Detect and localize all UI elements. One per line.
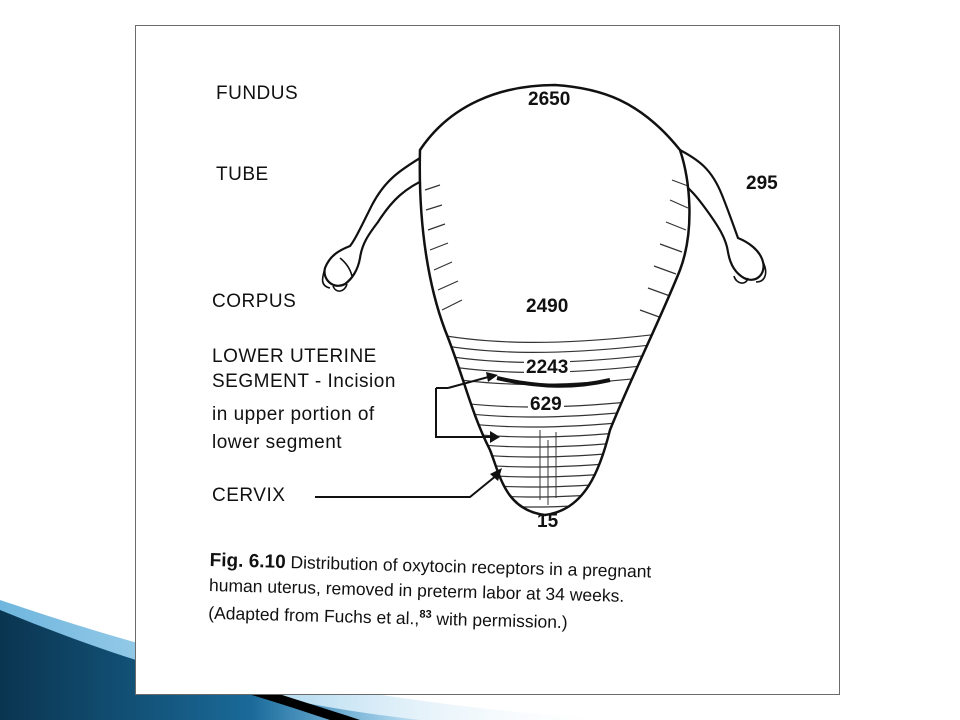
label-lower-uterine-2: SEGMENT - Incision bbox=[212, 371, 396, 392]
label-lower-uterine-4: lower segment bbox=[212, 432, 343, 453]
label-lower-uterine-1: LOWER UTERINE bbox=[212, 346, 377, 367]
figure-caption bbox=[208, 548, 770, 639]
value-lower-segment-upper: 2243 bbox=[526, 357, 569, 378]
value-cervix: 15 bbox=[537, 511, 559, 532]
left-tube bbox=[325, 155, 428, 286]
label-cervix: CERVIX bbox=[212, 485, 286, 506]
value-corpus: 2490 bbox=[526, 296, 569, 317]
value-fundus: 2650 bbox=[528, 89, 571, 110]
caption-line-3-text: (Adapted from Fuchs et al., bbox=[208, 602, 420, 629]
label-fundus: FUNDUS bbox=[216, 83, 299, 104]
label-corpus: CORPUS bbox=[212, 291, 297, 312]
cervix-arrow-line bbox=[315, 475, 497, 497]
value-lower-segment-lower: 629 bbox=[530, 394, 562, 415]
label-tube: TUBE bbox=[216, 164, 269, 185]
caption-reference: 83 bbox=[419, 608, 432, 621]
value-tube: 295 bbox=[746, 173, 778, 194]
caption-line-3-end: with permission.) bbox=[431, 608, 568, 633]
caption-line-1-text: Distribution of oxytocin receptors in a pregnant bbox=[285, 551, 652, 582]
label-lower-uterine-3: in upper portion of bbox=[212, 404, 375, 425]
figure-number: Fig. 6.10 bbox=[209, 549, 286, 573]
caption-line-2: human uterus, removed in preterm labor at 34 weeks. bbox=[208, 574, 625, 606]
